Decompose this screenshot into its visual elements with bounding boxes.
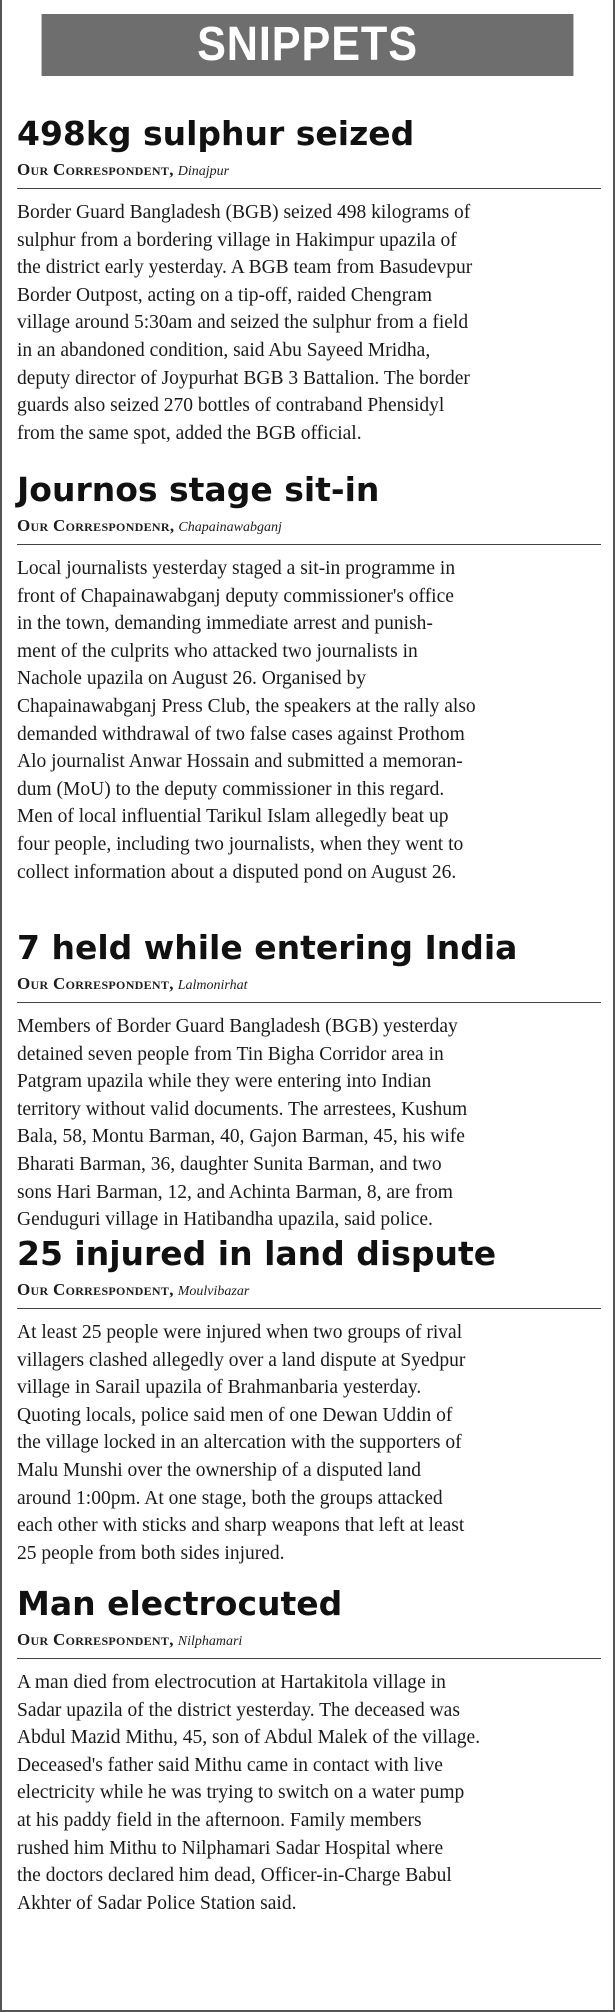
body-line: ment of the culprits who attacked two journalists in xyxy=(17,640,418,662)
body-line: Abdul Mazid Mithu, 45, son of Abdul Malek of the village. xyxy=(17,1727,481,1749)
section-title: SNIPPETS xyxy=(197,18,418,71)
story-headline: Journos stage sit-in xyxy=(17,470,380,509)
body-line: from the same spot, added the BGB official. xyxy=(17,422,362,444)
body-line: sulphur from a bordering village in Hakimpur upazila of xyxy=(17,229,457,251)
body-line: sons Hari Barman, 12, and Achinta Barman, 8, are from xyxy=(17,1181,453,1203)
body-line: deputy director of Joypurhat BGB 3 Battalion. The border xyxy=(17,367,470,389)
story-body xyxy=(17,1013,601,1234)
body-line: villagers clashed allegedly over a land dispute at Syedpur xyxy=(17,1349,466,1371)
story-byline xyxy=(17,516,601,545)
body-line: Malu Munshi over the ownership of a disputed land xyxy=(17,1459,422,1481)
body-line: A man died from electrocution at Hartakitola village in xyxy=(17,1672,446,1693)
byline-dateline: Nilphamari xyxy=(177,1634,243,1649)
body-line: Men of local influential Tarikul Islam allegedly beat up xyxy=(17,806,449,828)
body-line: territory without valid documents. The arrestees, Kushum xyxy=(17,1098,468,1120)
body-line: Nachole upazila on August 26. Organised by xyxy=(17,668,366,690)
body-line: in an abandoned condition, said Abu Sayeed Mridha, xyxy=(17,339,431,361)
body-line: Border Outpost, acting on a tip-off, raided Chengram xyxy=(17,284,432,306)
story-byline xyxy=(17,974,601,1003)
body-line: rushed him Mithu to Nilphamari Sadar Hospital where xyxy=(17,1837,444,1859)
story-byline xyxy=(17,1280,601,1309)
story-headline: Man electrocuted xyxy=(17,1584,343,1623)
body-line: guards also seized 270 bottles of contraband Phensidyl xyxy=(17,395,445,417)
body-line: Local journalists yesterday staged a sit-in programme in xyxy=(17,558,456,579)
news-story xyxy=(2,468,613,886)
body-line: village in Sarail upazila of Brahmanbaria yesterday. xyxy=(17,1377,422,1399)
story-byline xyxy=(17,1630,601,1659)
story-body xyxy=(17,1319,601,1567)
body-line: Quoting locals, police said men of one Dewan Uddin of xyxy=(17,1404,453,1426)
news-story xyxy=(2,112,613,447)
body-line: in the town, demanding immediate arrest and punish- xyxy=(17,613,433,635)
byline-dateline: Moulvibazar xyxy=(177,1284,250,1299)
byline-author: Our Correspondent, xyxy=(17,974,174,993)
body-line: four people, including two journalists, when they went to xyxy=(17,833,464,855)
body-line: around 1:00pm. At one stage, both the groups attacked xyxy=(17,1487,443,1509)
body-line: the district early yesterday. A BGB team from Basudevpur xyxy=(17,257,473,279)
body-line: village around 5:30am and seized the sulphur from a field xyxy=(17,312,469,334)
body-line: Akhter of Sadar Police Station said. xyxy=(17,1892,297,1914)
byline-author: Our Correspondenr, xyxy=(17,516,175,535)
section-banner xyxy=(42,14,574,76)
story-headline: 25 injured in land dispute xyxy=(17,1234,497,1273)
body-line: detained seven people from Tin Bigha Corridor area in xyxy=(17,1043,444,1065)
body-line: the village locked in an altercation with the supporters of xyxy=(17,1432,462,1454)
body-line: the doctors declared him dead, Officer-in-Charge Babul xyxy=(17,1865,452,1887)
body-line: electricity while he was trying to switch on a water pump xyxy=(17,1782,465,1804)
body-line: demanded withdrawal of two false cases against Prothom xyxy=(17,723,465,745)
byline-author: Our Correspondent, xyxy=(17,160,174,179)
news-story xyxy=(2,1582,613,1917)
body-line: dum (MoU) to the deputy commissioner in this regard. xyxy=(17,778,445,800)
story-body xyxy=(17,555,601,886)
body-line: 25 people from both sides injured. xyxy=(17,1542,285,1564)
story-body xyxy=(17,1669,601,1917)
story-headline: 498kg sulphur seized xyxy=(17,114,415,153)
body-line: at his paddy field in the afternoon. Family members xyxy=(17,1809,422,1831)
byline-author: Our Correspondent, xyxy=(17,1630,174,1649)
body-line: Bharati Barman, 36, daughter Sunita Barman, and two xyxy=(17,1153,442,1175)
news-story xyxy=(2,926,613,1234)
body-line: Deceased's father said Mithu came in contact with live xyxy=(17,1754,443,1776)
body-line: Genduguri village in Hatibandha upazila, said police. xyxy=(17,1209,433,1231)
body-line: Border Guard Bangladesh (BGB) seized 498 kilograms of xyxy=(17,202,471,223)
body-line: Chapainawabganj Press Club, the speakers at the rally also xyxy=(17,695,476,717)
body-line: front of Chapainawabganj deputy commissioner's office xyxy=(17,585,454,607)
body-line: Alo journalist Anwar Hossain and submitted a memoran- xyxy=(17,751,463,773)
story-byline xyxy=(17,160,601,189)
body-line: Members of Border Guard Bangladesh (BGB) yesterday xyxy=(17,1016,458,1037)
story-body xyxy=(17,199,601,447)
body-line: At least 25 people were injured when two groups of rival xyxy=(17,1322,463,1343)
story-headline: 7 held while entering India xyxy=(17,928,518,967)
body-line: Patgram upazila while they were entering into Indian xyxy=(17,1071,432,1093)
byline-dateline: Dinajpur xyxy=(177,164,230,179)
body-line: each other with sticks and sharp weapons that left at least xyxy=(17,1515,465,1537)
body-line: Bala, 58, Montu Barman, 40, Gajon Barman, 45, his wife xyxy=(17,1126,465,1148)
news-story xyxy=(2,1232,613,1567)
body-line: Sadar upazila of the district yesterday. The deceased was xyxy=(17,1699,460,1721)
byline-dateline: Lalmonirhat xyxy=(177,978,248,993)
body-line: collect information about a disputed pond on August 26. xyxy=(17,861,457,883)
byline-dateline: Chapainawabganj xyxy=(178,520,282,535)
byline-author: Our Correspondent, xyxy=(17,1280,174,1299)
